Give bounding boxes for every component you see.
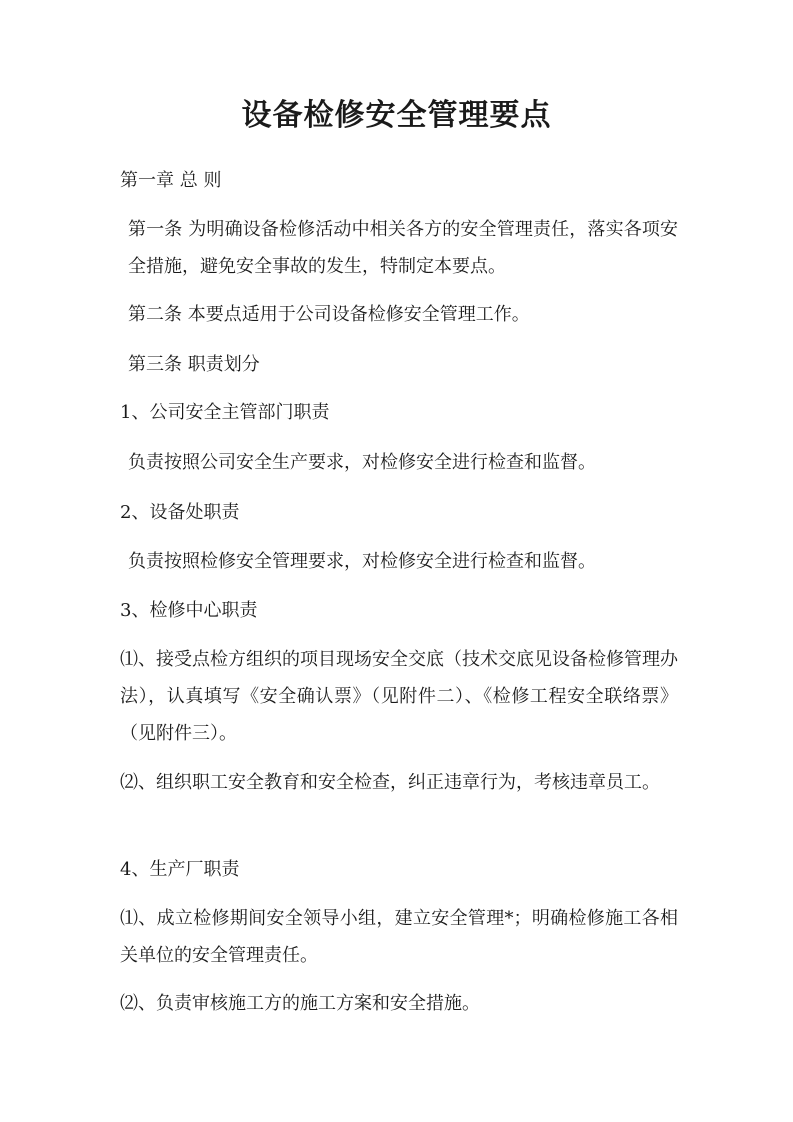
- article-3-heading: 第三条 职责划分: [128, 354, 260, 375]
- section-3-heading: 3、检修中心职责: [120, 600, 258, 621]
- section-1-heading: 1、公司安全主管部门职责: [120, 402, 330, 423]
- article-1-paragraph: 第一条 为明确设备检修活动中相关各方的安全管理责任，落实各项安全措施，避免安全事故的发生，特制定本要点。: [128, 219, 678, 277]
- document-title: 设备检修安全管理要点: [241, 98, 552, 133]
- section-4-heading: 4、生产厂职责: [120, 859, 240, 880]
- section-2-heading: 2、设备处职责: [120, 502, 240, 523]
- chapter-heading: 第一章 总 则: [120, 170, 222, 191]
- section-3-item-1: ⑴、接受点检方组织的项目现场安全交底（技术交底见设备检修管理办法），认真填写《安全确认票》（见附件二）、《检修工程安全联络票》（见附件三）。: [120, 649, 678, 744]
- article-2-paragraph: 第二条 本要点适用于公司设备检修安全管理工作。: [128, 304, 530, 325]
- section-4-item-1: ⑴、成立检修期间安全领导小组，建立安全管理*；明确检修施工各相关单位的安全管理责任。: [120, 908, 678, 966]
- section-1-paragraph: 负责按照公司安全生产要求，对检修安全进行检查和监督。: [128, 452, 596, 473]
- section-2-paragraph: 负责按照检修安全管理要求，对检修安全进行检查和监督。: [128, 551, 596, 572]
- section-3-item-2: ⑵、组织职工安全教育和安全检查，纠正违章行为，考核违章员工。: [120, 772, 660, 793]
- section-4-item-2: ⑵、负责审核施工方的施工方案和安全措施。: [120, 993, 480, 1014]
